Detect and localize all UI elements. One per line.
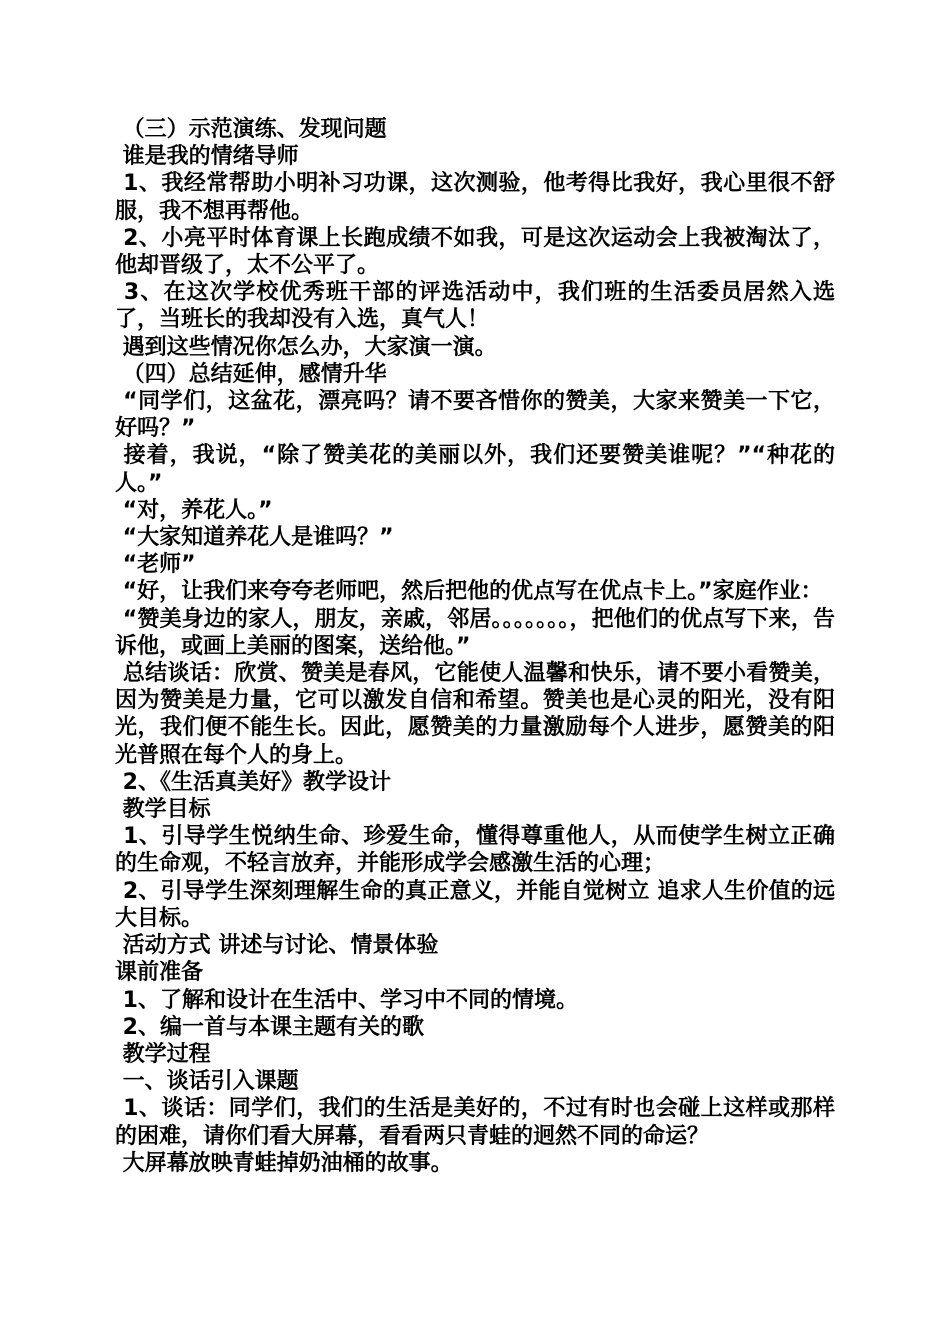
intro-talk: 1、谈话：同学们，我们的生活是美好的，不过有时也会碰上这样或那样的困难，请你们看大屏幕，看看两只青蛙的迥然不同的命运？ — [115, 1096, 835, 1149]
lesson-title: 2、《生活真美好》教学设计 — [115, 769, 391, 795]
heading-teaching-goals: 教学目标 — [115, 797, 211, 823]
goal-1: 1、引导学生悦纳生命、珍爱生命，懂得尊重他人，从而使学生树立正确的生命观，不轻言放弃，并能形成学会感激生活的心理； — [115, 824, 835, 877]
paragraph: “对，养花人。” — [115, 497, 273, 523]
roleplay-prompt: 遇到这些情况你怎么办，大家演一演。 — [115, 334, 497, 360]
activity-method: 活动方式 讲述与讨论、情景体验 — [115, 933, 439, 959]
homework-paragraph: “赞美身边的家人，朋友，亲戚，邻居。。。。。。。，把他们的优点写下来，告诉他，或画上美丽的图案，送给他。” — [115, 606, 835, 659]
document-body — [115, 116, 835, 1177]
section-heading-demo: （三）示范演练、发现问题 — [115, 117, 387, 142]
scenario-1: 1、我经常帮助小明补习功课，这次测验，他考得比我好，我心里很不舒服，我不想再帮他。 — [115, 171, 835, 224]
scenario-3: 3、在这次学校优秀班干部的评选活动中，我们班的生活委员居然入选了，当班长的我却没有入选，真气人！ — [115, 280, 835, 333]
heading-intro: 一、谈话引入课题 — [115, 1069, 299, 1095]
scenario-2: 2、小亮平时体育课上长跑成绩不如我，可是这次运动会上我被淘汰了，他却晋级了，太不公平了。 — [115, 225, 835, 279]
paragraph: “大家知道养花人是谁吗？” — [115, 525, 394, 551]
preparation-2: 2、编一首与本课主题有关的歌 — [115, 1014, 424, 1040]
summary-talk: 总结谈话：欣赏、赞美是春风，它能使人温馨和快乐，请不要小看赞美，因为赞美是力量，它可以激发自信和希望。赞美也是心灵的阳光，没有阳光，我们便不能生长。因此，愿赞美的力量激励每个人进步，愿赞美的阳光普照在每个人的身上。 — [115, 661, 835, 768]
subheading-emotion-mentor: 谁是我的情绪导师 — [115, 144, 299, 170]
preparation-1: 1、了解和设计在生活中、学习中不同的情境。 — [115, 987, 578, 1013]
heading-preparation: 课前准备 — [115, 960, 204, 986]
paragraph: “老师” — [115, 552, 196, 578]
paragraph: 接着，我说，“除了赞美花的美丽以外，我们还要赞美谁呢？”“种花的人。” — [115, 443, 835, 496]
paragraph: “同学们，这盆花，漂亮吗？请不要吝惜你的赞美，大家来赞美一下它，好吗？” — [115, 389, 835, 442]
goal-2: 2、引导学生深刻理解生命的真正意义，并能自觉树立 追求人生价值的远大目标。 — [115, 878, 835, 931]
section-heading-summary: （四）总结延伸，感情升华 — [115, 361, 387, 387]
intro-video-note: 大屏幕放映青蛙掉奶油桶的故事。 — [115, 1150, 453, 1176]
heading-teaching-process: 教学过程 — [115, 1041, 211, 1067]
paragraph: “好，让我们来夸夸老师吧，然后把他的优点写在优点卡上。”家庭作业： — [115, 579, 823, 605]
